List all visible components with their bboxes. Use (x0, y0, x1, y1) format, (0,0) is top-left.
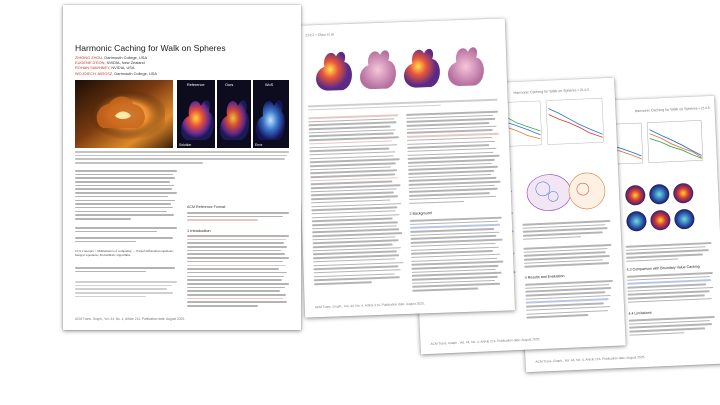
author-4: WOJCIECH JAROSZ, Dartmouth College, USA (75, 70, 157, 76)
section-heading: 4.3 Comparison with Boundary Value Caching (626, 264, 700, 272)
subsection-heading: 4 Results and Evaluation (524, 274, 565, 280)
teaser-label-error: Error (255, 143, 263, 147)
subsection-heading: 4.4 Limitations (628, 310, 652, 316)
page-footer: ACM Trans. Graph., Vol. 44, No. 4, Article 214. Publication date: August 2025. (430, 337, 541, 346)
page-footer: ACM Trans. Graph., Vol. 44, No. 4, Article 214. Publication date: August 2025. (75, 317, 185, 321)
teaser-figure (75, 80, 289, 148)
author-2: EUGENE D'EON, NVIDIA, New Zealand (75, 60, 145, 66)
intro-text (187, 235, 289, 309)
teaser-label-ours: Ours (225, 83, 234, 87)
page-footer: ACM Trans. Graph., Vol. 44, No. 4, Article 214. Publication date: August 2025. (535, 355, 646, 364)
page-footer: ACM Trans. Graph., Vol. 44, No. 4, Article 214. Publication date: August 2025. (314, 301, 425, 310)
paper-page-1 (63, 5, 301, 330)
paper-title: Harmonic Caching for Walk on Spheres (75, 43, 226, 53)
running-head: Harmonic Caching for Walk on Spheres • 214:5 (634, 105, 710, 114)
teaser-label-wos: WoS (265, 83, 274, 87)
teaser-label-reference: Reference (187, 83, 205, 87)
illustration-figure (520, 164, 610, 220)
teaser-caption (75, 151, 289, 166)
acm-reference-heading: ACM Reference Format: (187, 205, 226, 209)
ccs-concepts: CCS Concepts: • Mathematics of computing → Partial differential equations; Integral equations; Probabilistic algorithms. (75, 249, 174, 257)
author-1: ZIHONG ZHOU, Dartmouth College, USA (75, 55, 147, 60)
section-heading: 2 Background (409, 211, 432, 216)
teaser-label-solution: Solution (179, 143, 192, 147)
running-head: Harmonic Caching for Walk on Spheres • 214:3 (513, 87, 589, 96)
author-3: ROHAN SAWHNEY, NVIDIA, USA (75, 65, 135, 71)
author-list (75, 55, 157, 76)
section-heading: 1 Introduction (187, 228, 211, 233)
paper-page-2 (295, 18, 515, 317)
heat-maps (623, 180, 711, 240)
abstract-text (75, 170, 177, 222)
bunny-figure (306, 35, 498, 102)
running-head: 214:2 • Zhou et al. (305, 32, 335, 38)
